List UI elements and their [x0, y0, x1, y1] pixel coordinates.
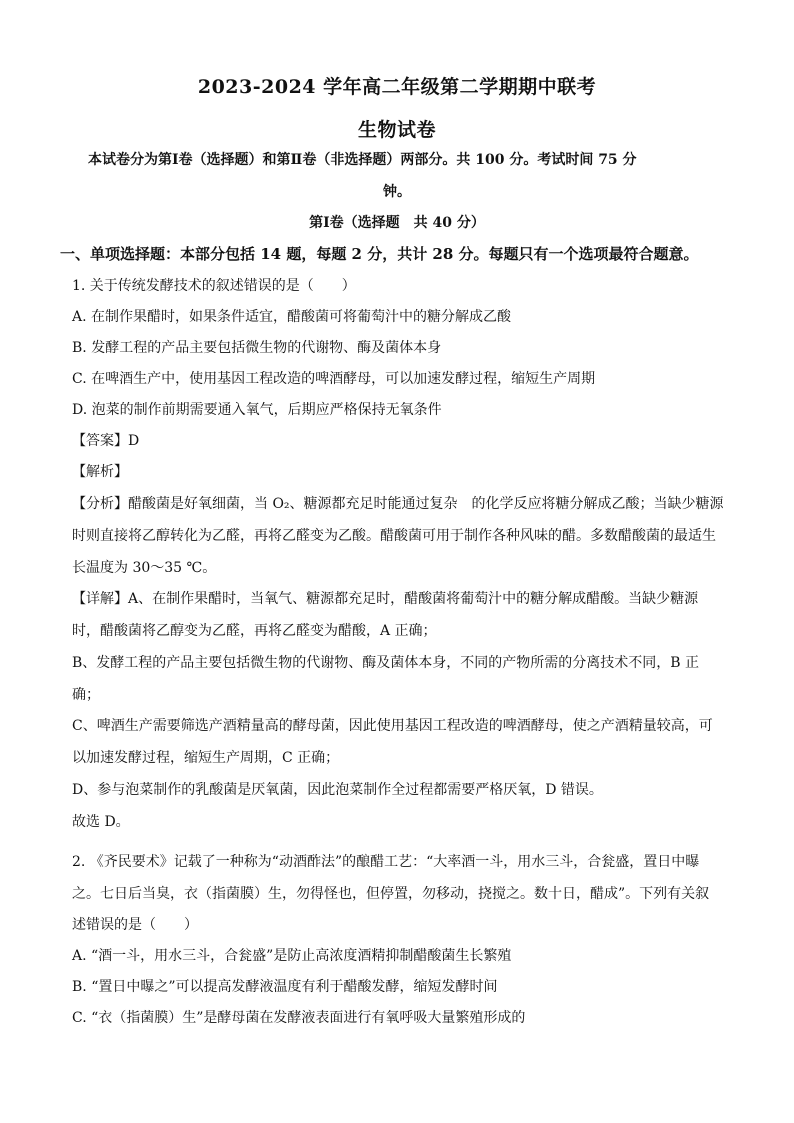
- q1-analysis-line-2: 时则直接将乙醇转化为乙醛，再将乙醛变为乙酸。醋酸菌可用于制作各种风味的醋。多数醋酸菌的最适生: [72, 528, 716, 544]
- q1-stem: 1. 关于传统发酵技术的叙述错误的是（ ）: [72, 278, 356, 294]
- q2-stem-line-1: 2. 《齐民要术》记载了一种称为“动酒酢法”的酿醋工艺：“大率酒一斗，用水三斗，合瓮盛，置日中曝: [72, 854, 700, 870]
- q1-option-a: A. 在制作果醋时，如果条件适宜，醋酸菌可将葡萄汁中的糖分解成乙酸: [72, 309, 512, 325]
- q1-option-b: B. 发酵工程的产品主要包括微生物的代谢物、酶及菌体本身: [72, 340, 442, 356]
- q1-detail-line-3: B、发酵工程的产品主要包括微生物的代谢物、酶及菌体本身，不同的产物所需的分离技术不同，B 正: [72, 655, 700, 671]
- q2-option-a: A. “酒一斗，用水三斗，合瓮盛”是防止高浓度酒精抑制醋酸菌生长繁殖: [72, 948, 512, 964]
- q1-analysis-tag: 【解析】: [72, 464, 128, 480]
- q2-option-b: B. “置日中曝之”可以提高发酵液温度有利于醋酸发酵，缩短发酵时间: [72, 979, 498, 995]
- q1-answer: 【答案】D: [72, 433, 140, 449]
- q1-detail-line-2: 时，醋酸菌将乙醇变为乙醛，再将乙醛变为醋酸，A 正确；: [72, 623, 437, 639]
- exam-intro-line-2: 钟。: [383, 184, 411, 200]
- q1-detail-line-5: C、啤酒生产需要筛选产酒精量高的酵母菌，因此使用基因工程改造的啤酒酵母，使之产酒精量较高，可: [72, 718, 713, 734]
- part-title: 第Ⅰ卷（选择题 共 40 分）: [309, 215, 485, 231]
- q1-analysis-line-1: 【分析】醋酸菌是好氧细菌，当 O₂、糖源都充足时能通过复杂 的化学反应将糖分解成乙酸；当缺少糖源: [72, 496, 724, 512]
- q1-option-c: C. 在啤酒生产中，使用基因工程改造的啤酒酵母，可以加速发酵过程，缩短生产周期: [72, 371, 596, 387]
- q1-detail-line-7: D、参与泡菜制作的乳酸菌是厌氧菌，因此泡菜制作全过程都需要严格厌氧，D 错误。: [72, 782, 603, 798]
- q2-stem-line-3: 述错误的是（ ）: [72, 917, 198, 933]
- q1-analysis-line-3: 长温度为 30～35 ℃。: [72, 560, 217, 576]
- subject-title: 生物试卷: [357, 119, 436, 141]
- exam-title: 2023-2024 学年高二年级第二学期期中联考: [197, 76, 597, 98]
- q1-detail-line-6: 以加速发酵过程，缩短生产周期，C 正确；: [72, 750, 340, 766]
- q1-detail-line-8: 故选 D。: [72, 814, 130, 830]
- q1-detail-line-1: 【详解】A、在制作果醋时，当氧气、糖源都充足时，醋酸菌将葡萄汁中的糖分解成醋酸。当缺少糖源: [72, 591, 699, 607]
- section-title: 一、单项选择题：本部分包括 14 题，每题 2 分，共计 28 分。每题只有一个选项最符合题意。: [60, 245, 699, 263]
- q1-option-d: D. 泡菜的制作前期需要通入氧气，后期应严格保持无氧条件: [72, 402, 442, 418]
- exam-intro-line-1: 本试卷分为第Ⅰ卷（选择题）和第Ⅱ卷（非选择题）两部分。共 100 分。考试时间 75 分: [88, 152, 637, 168]
- q2-stem-line-2: 之。七日后当臭，衣（指菌膜）生，勿得怪也，但停置，勿移动，挠搅之。数十日，醋成”。下列有关叙: [72, 886, 710, 902]
- q2-option-c: C. “衣（指菌膜）生”是酵母菌在发酵液表面进行有氧呼吸大量繁殖形成的: [72, 1010, 526, 1026]
- q1-detail-line-4: 确；: [72, 687, 100, 703]
